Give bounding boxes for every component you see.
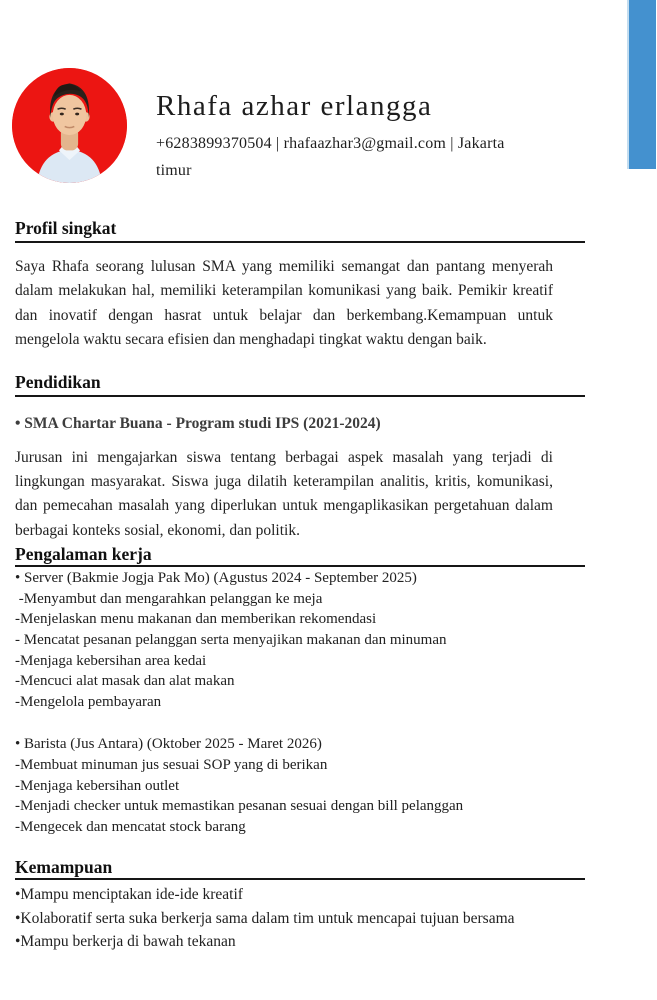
job-duty: -Menjadi checker untuk memastikan pesanan sesuai dengan bill pelanggan <box>15 798 464 815</box>
job-duty: -Mengecek dan mencatat stock barang <box>15 818 246 835</box>
profil-section-title: Profil singkat <box>15 218 585 243</box>
skill-item: •Mampu berkerja di bawah tekanan <box>15 932 236 950</box>
pendidikan-paragraph: Jurusan ini mengajarkan siswa tentang berbagai aspek masalah yang terjadi di lingkungan masyarakat. Siswa juga dilatih keterampilan analitis, kritis, komunikasi, dan pemecahan masalah yang diperlukan untuk mengaplikasikan pergetahuan dalam berbagai konteks sosial, ekonomi, dan politik. <box>15 448 553 539</box>
skill-item: •Kolaboratif serta suka berkerja sama dalam tim untuk mencapai tujuan bersama <box>15 909 515 927</box>
job-duty: - Mencatat pesanan pelanggan serta menyajikan makanan dan minuman <box>15 632 447 649</box>
job-duty: -Menyambut dan mengarahkan pelanggan ke meja <box>15 590 323 607</box>
education-entry: • SMA Chartar Buana - Program studi IPS (2021-2024) <box>15 414 381 432</box>
candidate-name: Rhafa azhar erlangga <box>156 90 433 122</box>
section-kemampuan <box>15 857 585 953</box>
contact-line-1: +6283899370504 | rhafaazhar3@gmail.com | Jakarta <box>156 135 505 152</box>
job-list <box>15 568 585 837</box>
job-duty: -Menjelaskan menu makanan dan memberikan rekomendasi <box>15 611 377 628</box>
job-title: • Barista (Jus Antara) (Oktober 2025 - Maret 2026) <box>15 736 322 753</box>
job-duty: -Menjaga kebersihan outlet <box>15 777 180 794</box>
job-duty: -Mengelola pembayaran <box>15 693 162 710</box>
contact-line-2: timur <box>156 162 192 179</box>
pendidikan-section-title: Pendidikan <box>15 372 585 397</box>
job-title: • Server (Bakmie Jogja Pak Mo) (Agustus 2024 - September 2025) <box>15 570 417 587</box>
skill-list <box>15 883 585 953</box>
section-pendidikan <box>15 372 585 544</box>
job-duty: -Menjaga kebersihan area kedai <box>15 652 207 669</box>
accent-bar <box>627 0 656 169</box>
pengalaman-section-title: Pengalaman kerja <box>15 544 585 567</box>
content-column <box>15 0 585 953</box>
job-entry-barista <box>15 734 585 837</box>
skill-item: •Mampu menciptakan ide-ide kreatif <box>15 886 243 904</box>
section-pengalaman-kerja <box>15 544 585 837</box>
job-entry-server <box>15 568 585 712</box>
kemampuan-section-title: Kemampuan <box>15 857 585 880</box>
section-profil-singkat <box>15 218 585 353</box>
profil-paragraph: Saya Rhafa seorang lulusan SMA yang memiliki semangat dan pantang menyerah dalam melakukan hal, memiliki keterampilan komunikasi yang baik. Pemikir kreatif dan inovatif dengan hasrat untuk belajar dan berkembang.Kemampuan untuk mengelola waktu secara efisien dan menghadapi tingkat waktu dengan baik. <box>15 258 553 349</box>
job-duty: -Mencuci alat masak dan alat makan <box>15 673 235 690</box>
job-duty: -Membuat minuman jus sesuai SOP yang di berikan <box>15 757 328 773</box>
